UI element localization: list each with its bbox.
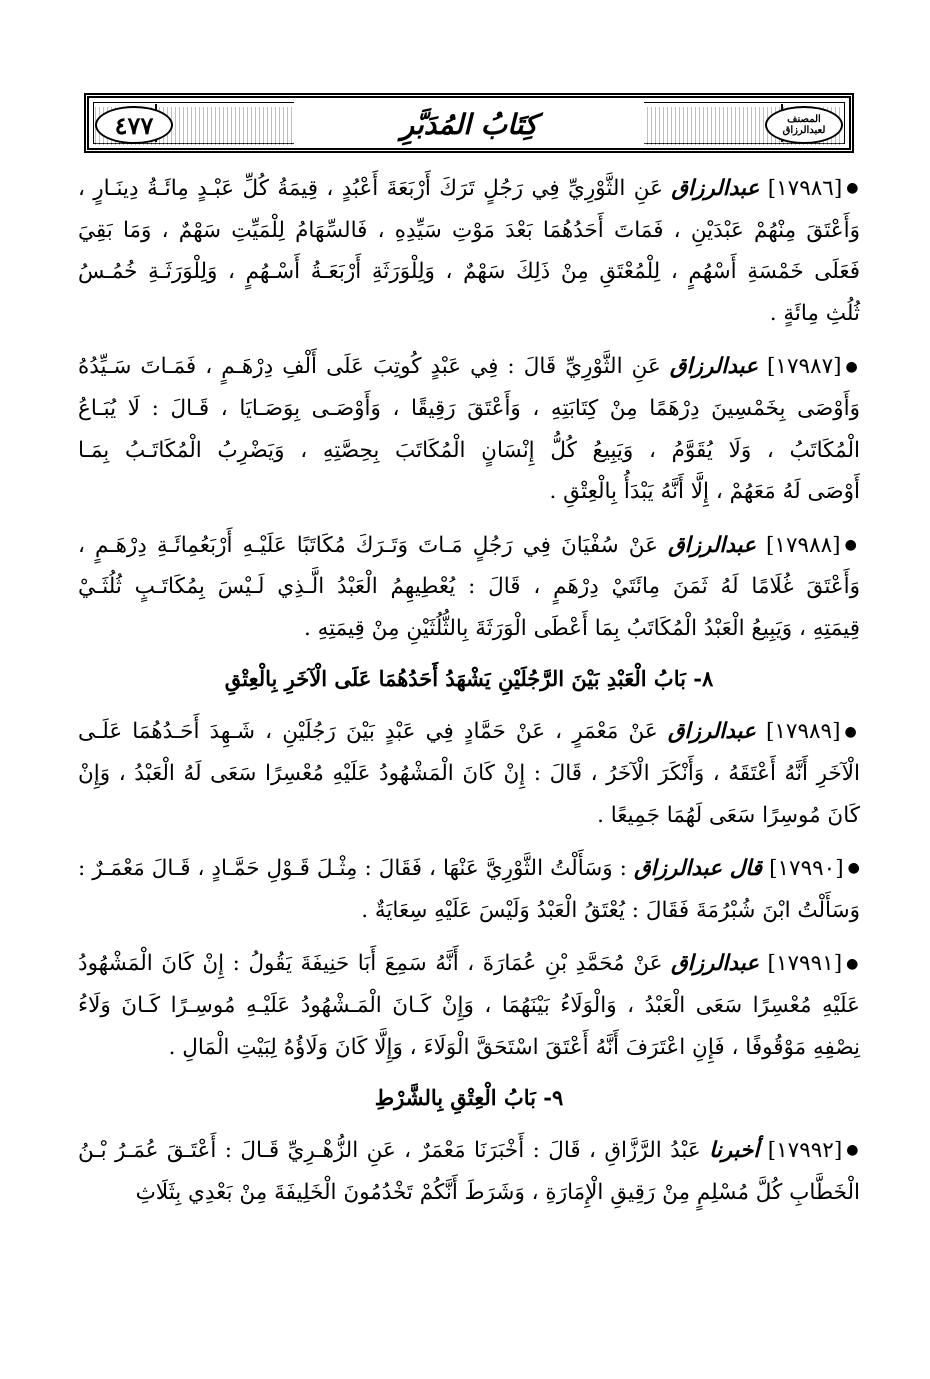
page-header bbox=[84, 93, 854, 153]
line-text: قِيمَتِهِ ، وَيَبِيعُ الْعَبْدُ الْمُكَاتَبُ بِمَا أَعْطَى الْوَرَثَةَ بِالثُّلُثَيْنِ مِنْ قِيمَتِهِ . bbox=[303, 615, 860, 641]
line-text: وَأَعْتَقَ غُلَامًا لَهُ ثَمَنَ مِائَتَيْ دِرْهَمٍ ، قَالَ : يُعْطِيهِمُ الْعَبْدُ الَّـذِي لَـيْسَ بِمُكَاتَـبٍ ثُلُثَـيْ bbox=[78, 574, 860, 600]
narrator-name: أخبرنا bbox=[709, 1138, 760, 1163]
line-text: عَنْ سُفْيَانَ فِي رَجُلٍ مَـاتَ وَتَـرَكَ مُكَاتَبًا عَلَيْـهِ أَرْبَعُمِائَـةِ دِرْهَـمٍ ، bbox=[78, 532, 658, 558]
paragraph-line: ●[١٧٩٨٨] عبدالرزاق عَنْ سُفْيَانَ فِي رَجُلٍ مَـاتَ وَتَـرَكَ مُكَاتَبًا عَلَيْـهِ أَرْبَعُمِائَـةِ دِرْهَـمٍ ، bbox=[78, 532, 860, 558]
bullet-icon: ● bbox=[845, 358, 860, 375]
bullet-icon: ● bbox=[844, 723, 860, 740]
paragraph-line bbox=[78, 1027, 860, 1069]
narrator-name: عبدالرزاق bbox=[667, 532, 756, 558]
line-text: وَأَوْصَى بِخَمْسِينَ دِرْهَمًا مِنْ كِتَابَتِهِ ، وَأَعْتَقَ رَقِيقًا ، وَأَوْصَـى بِوَصَـايَا ، قَـالَ : لَا يُبَـاعُ bbox=[78, 396, 860, 421]
paragraph-line bbox=[78, 566, 860, 608]
line-text: : وَسَأَلْتُ الثَّوْرِيَّ عَنْهَا ، فَقَالَ : مِثْـلَ قَـوْلِ حَمَّـادٍ ، قَـالَ مَعْمَـرٌ : bbox=[78, 856, 627, 881]
book-title-box bbox=[294, 102, 644, 146]
paragraph-line: ●[١٧٩٩١] عبدالرزاق عَنْ مُحَمَّدِ بْنِ عُمَارَةَ ، أَنَّهُ سَمِعَ أَبَا حَنِيفَةَ يَقُولُ : إِنْ كَانَ الْمَشْهُودُ bbox=[78, 951, 860, 977]
line-text: عَنِ الثَّوْرِيِّ قَالَ : فِي عَبْدٍ كُوتِبَ عَلَى أَلْفِ دِرْهَـمٍ ، فَمَـاتَ سَـيِّدُهُ bbox=[78, 354, 661, 380]
line-text: الْخَطَّابِ كُلَّ مُسْلِمٍ مِنْ رَقِيقِ الْإِمَارَةِ ، وَشَرَطَ أَنَّكُمْ تَخْدُمُونَ الْخَلِيفَةَ مِنْ بَعْدِي بِثَلَاثِ bbox=[135, 1179, 860, 1205]
paragraph-line: ●[١٧٩٨٩] عبدالرزاق عَنْ مَعْمَرٍ ، عَنْ حَمَّادٍ فِي عَبْدٍ بَيْنَ رَجُلَيْنِ ، شَـهِدَ أَحَـدُهُمَا عَلَـى bbox=[78, 719, 860, 745]
narrator-name: قال عبدالرزاق bbox=[633, 856, 763, 881]
line-text: عَنِ الثَّوْرِيِّ فِي رَجُلٍ تَرَكَ أَرْبَعَةَ أَعْبُدٍ ، قِيمَةُ كُلِّ عَبْـدٍ مِائَـةُ دِينَـارٍ ، bbox=[78, 176, 663, 201]
line-text: عَنْ مُحَمَّدِ بْنِ عُمَارَةَ ، أَنَّهُ سَمِعَ أَبَا حَنِيفَةَ يَقُولُ : إِنْ كَانَ الْمَشْهُودُ bbox=[78, 951, 663, 977]
hadith-paragraph bbox=[78, 1130, 860, 1213]
seal-line-2: لعبدالرزاق bbox=[782, 125, 826, 136]
line-text: عَبْدُ الرَّزَّاقِ ، قَالَ : أَخْبَرَنَا مَعْمَرٌ ، عَنِ الزُّهْـرِيِّ قَـالَ : أَعْتَـقَ عُمَـرُ بْـنُ bbox=[78, 1138, 701, 1163]
chapter-heading: ٨- بَابُ الْعَبْدِ بَيْنَ الرَّجُلَيْنِ يَشْهَدُ أَحَدُهُمَا عَلَى الْآخَرِ بِالْعِتْقِ bbox=[224, 666, 714, 692]
hadith-number: ١٧٩٩٢ bbox=[776, 1138, 834, 1163]
book-title: كِتَابُ المُدَبَّرِ bbox=[400, 107, 538, 141]
line-text: الْمُكَاتَبُ ، وَلَا يُقَوَّمُ ، وَيَبِيعُ كُلُّ إِنْسَانٍ الْمُكَاتَبَ بِحِصَّتِهِ ، وَيَضْرِبُ الْمُكَاتَـبُ بِمَـا bbox=[78, 437, 860, 463]
hadith-paragraph bbox=[78, 168, 860, 334]
seal-logo bbox=[765, 106, 843, 144]
narrator-name: عبدالرزاق bbox=[667, 719, 756, 745]
paragraph-line bbox=[78, 985, 860, 1027]
paragraph-line bbox=[78, 293, 860, 335]
hadith-number: ١٧٩٨٦ bbox=[776, 176, 834, 201]
narrator-name: عبدالرزاق bbox=[669, 354, 758, 380]
seal-line-1: المصنف bbox=[787, 114, 821, 125]
line-text: أَوْصَى لَهُ مَعَهُمْ ، إِلَّا أَنَّهُ يَبْدَأُ بِالْعِتْقِ . bbox=[549, 479, 860, 504]
hadith-number: ١٧٩٨٧ bbox=[775, 354, 834, 380]
narrator-name: عبدالرزاق bbox=[671, 176, 760, 201]
paragraph-line bbox=[78, 251, 860, 293]
line-text: نِصْفِهِ مَوْقُوفًا ، فَإِنِ اعْتَرَفَ أَنَّهُ أَعْتَقَ اسْتَحَقَّ الْوَلَاءَ ، وَإِلَّا كَانَ وَلَاؤُهُ لِبَيْتِ الْمَالِ . bbox=[168, 1034, 860, 1060]
bullet-icon: ● bbox=[846, 1142, 860, 1159]
narrator-name: عبدالرزاق bbox=[670, 951, 760, 977]
paragraph-line bbox=[78, 471, 860, 513]
page-body bbox=[78, 168, 860, 1225]
paragraph-line bbox=[78, 210, 860, 252]
paragraph-line bbox=[78, 795, 860, 837]
paragraph-line: ●[١٧٩٩٢] أخبرنا عَبْدُ الرَّزَّاقِ ، قَالَ : أَخْبَرَنَا مَعْمَرٌ ، عَنِ الزُّهْـرِيِّ قَـالَ : أَعْتَـقَ عُمَـرُ بْـنُ bbox=[78, 1138, 860, 1163]
chapter-heading: ٩- بَابُ الْعِتْقِ بِالشَّرْطِ bbox=[374, 1085, 564, 1110]
line-text: الْآخَرِ أَنَّهُ أَعْتَقَهُ ، وَأَنْكَرَ الْآخَرُ ، قَالَ : إِنْ كَانَ الْمَشْهُودُ عَلَيْهِ مُعْسِرًا سَعَى لَهُ الْعَبْدُ ، وَإِنْ bbox=[78, 761, 860, 786]
paragraph-line: ●[١٧٩٩٠] قال عبدالرزاق : وَسَأَلْتُ الثَّوْرِيَّ عَنْهَا ، فَقَالَ : مِثْـلَ قَـوْلِ حَمَّـادٍ ، قَـالَ مَعْمَـرٌ : bbox=[78, 856, 861, 881]
hadith-number: ١٧٩٩١ bbox=[775, 951, 834, 977]
paragraph-line bbox=[78, 1172, 860, 1214]
line-text: عَلَيْهِ مُعْسِرًا سَعَى الْعَبْدُ ، وَالْوَلَاءُ بَيْنَهُمَا ، وَإِنْ كَـانَ الْمَـشْهُودُ عَلَيْـهِ مُوسِـرًا كَـانَ وَلَاءُ bbox=[78, 993, 860, 1018]
hadith-number: ١٧٩٩٠ bbox=[777, 856, 836, 881]
paragraph-line: ●[١٧٩٨٦] عبدالرزاق عَنِ الثَّوْرِيِّ فِي رَجُلٍ تَرَكَ أَرْبَعَةَ أَعْبُدٍ ، قِيمَةُ كُلِّ عَبْـدٍ مِائَـةُ دِينَـارٍ ، bbox=[78, 176, 860, 201]
hadith-paragraph bbox=[78, 711, 860, 836]
hadith-paragraph bbox=[78, 943, 860, 1068]
paragraph-line: ●[١٧٩٨٧] عبدالرزاق عَنِ الثَّوْرِيِّ قَالَ : فِي عَبْدٍ كُوتِبَ عَلَى أَلْفِ دِرْهَـمٍ ، فَمَـاتَ سَـيِّدُهُ bbox=[78, 354, 860, 380]
line-text: فَعَلَى خَمْسَةِ أَسْهُمٍ ، لِلْمُعْتَقِ مِنْ ذَلِكَ سَهْمٌ ، وَلِلْوَرَثَةِ أَرْبَعَـةُ أَسْـهُمٍ ، وَلِلْوَرَثَـةِ خُمُـسُ bbox=[78, 259, 860, 285]
paragraph-line bbox=[78, 430, 860, 472]
hadith-paragraph bbox=[78, 525, 860, 650]
paragraph-line bbox=[78, 388, 860, 430]
paragraph-line bbox=[78, 608, 860, 650]
bullet-icon: ● bbox=[846, 180, 860, 197]
bullet-icon: ● bbox=[846, 955, 860, 972]
page-number: ٤٧٧ bbox=[114, 110, 154, 140]
line-text: وَأَعْتَقَ مِنْهُمْ عَبْدَيْنِ ، فَمَاتَ أَحَدُهُمَا بَعْدَ مَوْتِ سَيِّدِهِ ، فَالسِّهَامُ لِلْمَيِّتِ سَهْمٌ ، وَمَا بَقِيَ bbox=[78, 217, 860, 243]
hadith-paragraph bbox=[78, 346, 860, 512]
hadith-number: ١٧٩٨٨ bbox=[774, 532, 833, 558]
bullet-icon: ● bbox=[844, 536, 860, 553]
hadith-paragraph bbox=[78, 848, 860, 931]
page-number-oval bbox=[95, 106, 173, 144]
paragraph-line bbox=[78, 753, 860, 795]
line-text: عَنْ مَعْمَرٍ ، عَنْ حَمَّادٍ فِي عَبْدٍ بَيْنَ رَجُلَيْنِ ، شَـهِدَ أَحَـدُهُمَا عَلَـى bbox=[78, 719, 658, 745]
bullet-icon: ● bbox=[847, 860, 861, 877]
line-text: ثُلُثِ مِائَةٍ . bbox=[769, 300, 860, 326]
line-text: وَسَأَلْتُ ابْنَ شُبْرُمَةَ فَقَالَ : يُعْتَقُ الْعَبْدُ وَلَيْسَ عَلَيْهِ سِعَايَةٌ . bbox=[361, 897, 860, 923]
line-text: كَانَ مُوسِرًا سَعَى لَهُمَا جَمِيعًا . bbox=[597, 802, 860, 828]
hadith-number: ١٧٩٨٩ bbox=[774, 719, 833, 745]
paragraph-line bbox=[78, 890, 860, 932]
